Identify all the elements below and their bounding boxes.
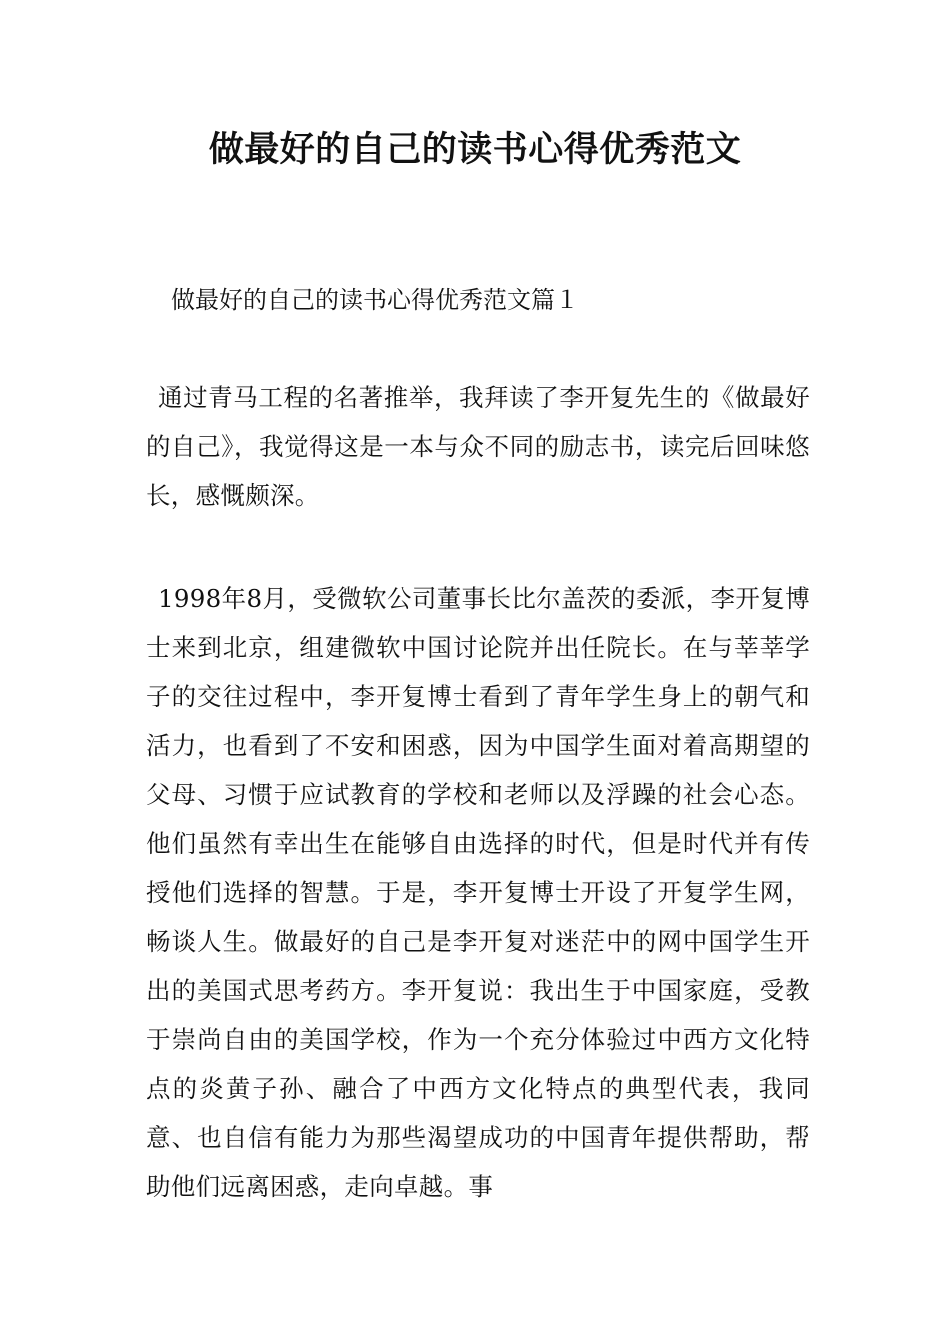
body-paragraph-1: 通过青马工程的名著推举，我拜读了李开复先生的《做最好的自己》，我觉得这是一本与众不同的励志书，读完后回味悠长，感慨颇深。 — [146, 383, 810, 510]
document-title: 做最好的自己的读书心得优秀范文 — [208, 130, 742, 170]
section-heading: 做最好的自己的读书心得优秀范文篇１ — [171, 286, 579, 314]
body-paragraph-2: 1998年8月，受微软公司董事长比尔盖茨的委派，李开复博士来到北京，组建微软中国讨论院并出任院长。在与莘莘学子的交往过程中，李开复博士看到了青年学生身上的朝气和活力，也看到了不安和困惑，因为中国学生面对着高期望的父母、习惯于应试教育的学校和老师以及浮躁的社会心态。他们虽然有幸出生在能够自由选择的时代，但是时代并有传授他们选择的智慧。于是，李开复博士开设了开复学生网，畅谈人生。做最好的自己是李开复对迷茫中的网中国学生开出的美国式思考药方。李开复说：我出生于中国家庭，受教于崇尚自由的美国学校，作为一个充分体验过中西方文化特点的炎黄子孙、融合了中西方文化特点的典型代表，我同意、也自信有能力为那些渴望成功的中国青年提供帮助，帮助他们远离困惑，走向卓越。事 — [146, 584, 810, 1201]
